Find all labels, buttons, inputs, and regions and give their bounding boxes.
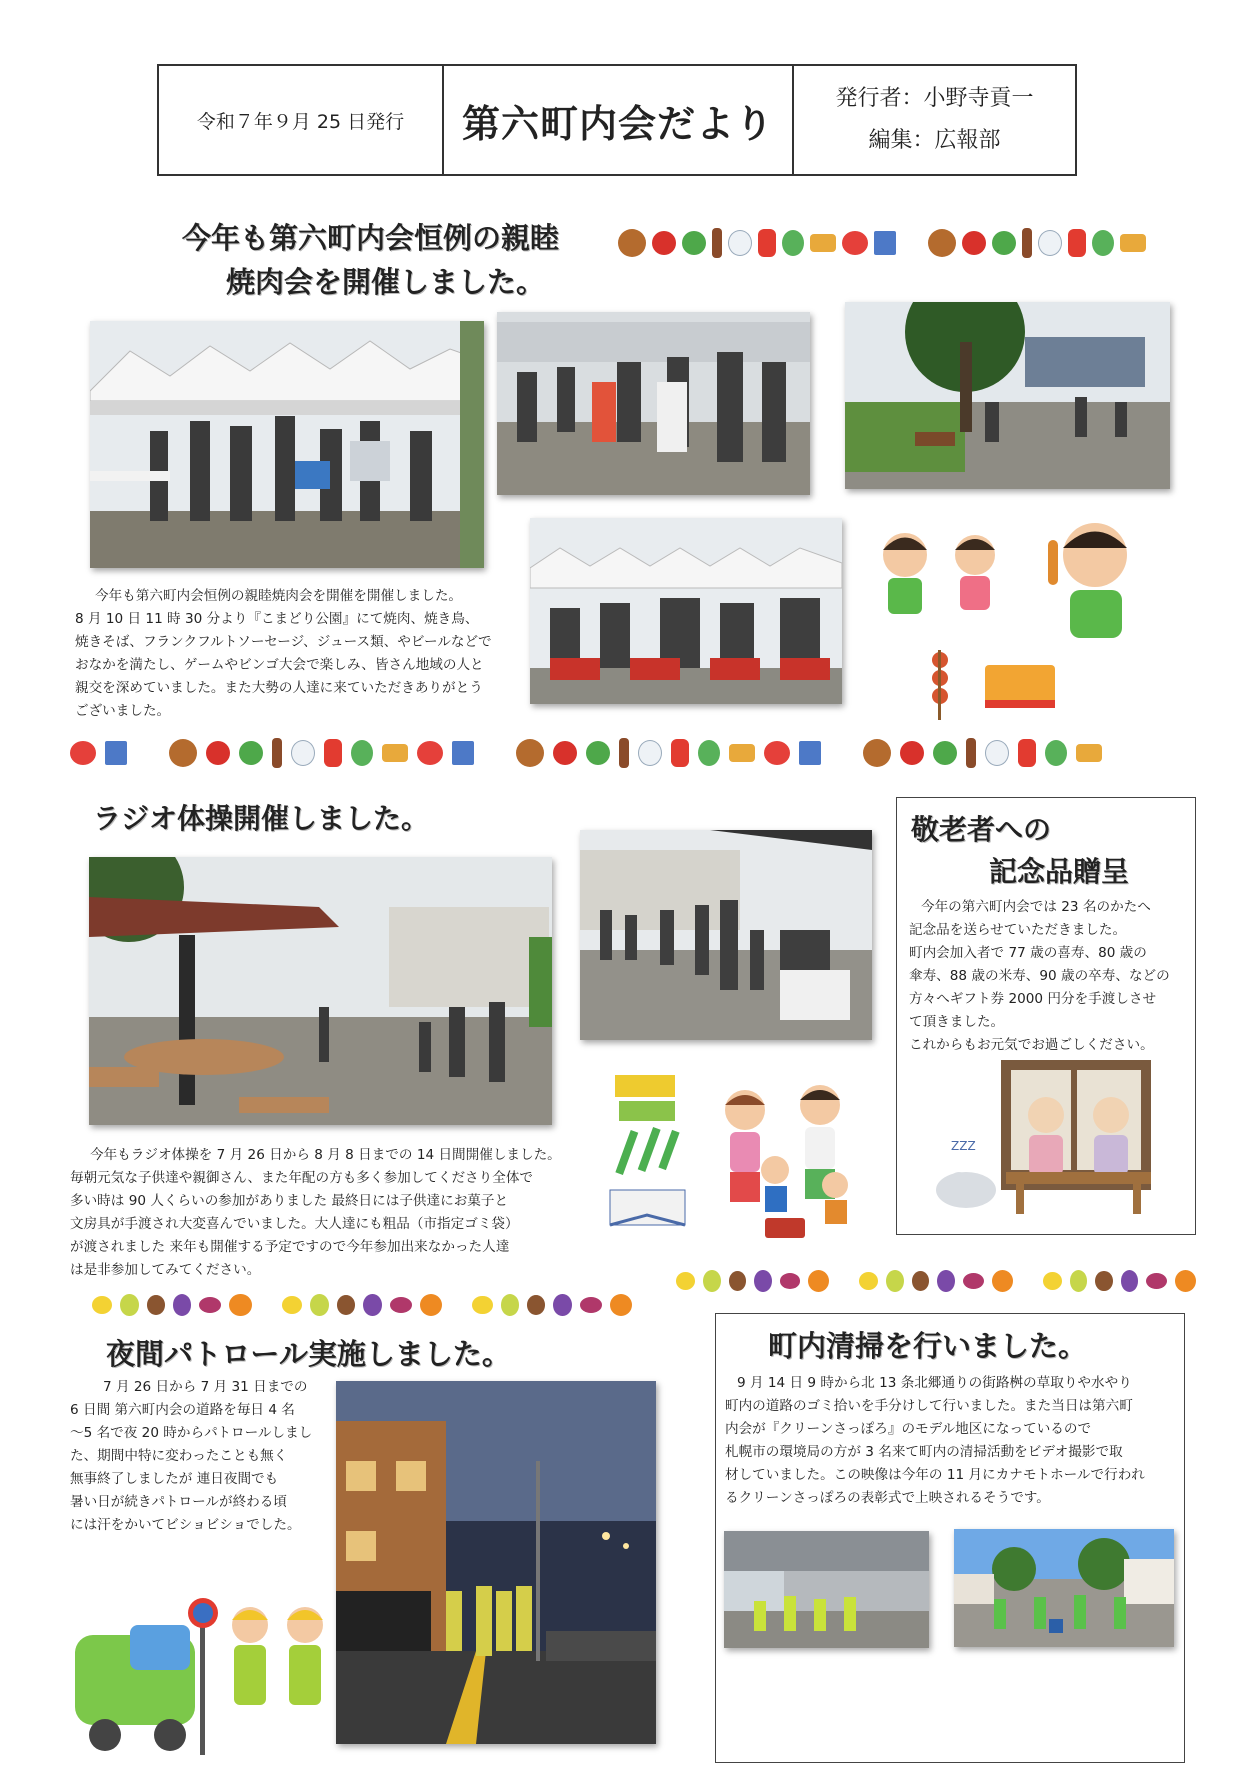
grape-icon <box>754 1270 771 1292</box>
sweet-potato-icon <box>390 1297 412 1313</box>
persimmon-icon <box>610 1294 632 1316</box>
grape-icon <box>363 1294 381 1316</box>
radio-photo-exercise <box>580 830 872 1040</box>
elderly-text-line: 町内会加入者で 77 歳の喜寿、80 歳の <box>909 945 1147 961</box>
cleanup-photo-underpass <box>724 1531 929 1648</box>
bbq-heading-line2: 焼肉会を開催しました。 <box>226 265 546 299</box>
persimmon-icon <box>1175 1270 1196 1292</box>
pear-icon <box>886 1270 903 1292</box>
chestnut-icon <box>527 1295 545 1315</box>
lettuce-icon <box>933 741 957 765</box>
bbq-text-line: 今年も第六町内会恒例の親睦焼肉会を開催を開催しました。 <box>95 588 463 604</box>
cleanup-text-line: 材していました。この映像は今年の 11 月にカナモトホールで行われ <box>725 1467 1145 1483</box>
radio-text-line: 多い時は 90 人くらいの参加がありました 最終日には子供達にお菓子と <box>70 1193 509 1209</box>
lemon-icon <box>92 1296 112 1314</box>
patrol-text <box>70 1376 335 1537</box>
patrol-text-line: 無事終了しましたが 連日夜間でも <box>70 1471 279 1487</box>
cleanup-text-line: 内会が『クリーンさっぽろ』のモデル地区になっているので <box>725 1421 1092 1437</box>
food-strip-middle <box>70 738 1180 768</box>
patrol-text-line: 6 日間 第六町内会の道路を毎日 4 名 <box>70 1402 295 1418</box>
chestnut-icon <box>337 1295 355 1315</box>
ice-flag-icon <box>799 741 821 765</box>
skewer-icon <box>712 228 722 258</box>
patrol-text-line: ～5 名で夜 20 時からパトロールしまし <box>70 1425 313 1441</box>
fan-icon <box>842 231 868 255</box>
radio-heading: ラジオ体操開催しました。 <box>93 802 430 835</box>
mask-icon <box>291 740 315 766</box>
pear-icon <box>310 1294 328 1316</box>
elderly-text-line: て頂きました。 <box>909 1014 1005 1030</box>
fan-icon <box>70 741 96 765</box>
mask-icon <box>638 740 662 766</box>
elderly-couple-illustration <box>921 1060 1181 1225</box>
apple-candy-icon <box>900 741 924 765</box>
mask-icon <box>985 740 1009 766</box>
castella-icon <box>729 744 755 762</box>
chestnut-icon <box>912 1271 929 1291</box>
radio-text-line: が渡されました 来年も開催する予定ですので今年参加出来なかった人達 <box>70 1239 510 1255</box>
ice-flag-icon <box>452 741 474 765</box>
apple-candy-icon <box>652 231 676 255</box>
patrol-text-line: 7 月 26 日から 7 月 31 日までの <box>103 1379 308 1395</box>
elderly-text-line: 記念品を送らせていただきました。 <box>909 922 1127 938</box>
lettuce-icon <box>682 231 706 255</box>
takoyaki-icon <box>618 229 646 257</box>
newsletter-title: 第六町内会だより <box>444 66 794 174</box>
lemon-icon <box>472 1296 492 1314</box>
bbq-text-line: 親交を深めていました。また大勢の人達に来ていただきありがとう <box>75 680 483 696</box>
apple-candy-icon <box>553 741 577 765</box>
lemon-icon <box>1043 1272 1062 1290</box>
lantern-icon <box>758 229 776 257</box>
ice-flag-icon <box>105 741 127 765</box>
elderly-text <box>909 896 1194 1057</box>
balloon-icon <box>1092 230 1114 256</box>
patrol-text-line: た、期間中特に変わったことも無く <box>70 1448 288 1464</box>
radio-text-line: 文房具が手渡され大変喜んでいました。大人達にも粗品（市指定ゴミ袋） <box>70 1216 519 1232</box>
grape-icon <box>1121 1270 1138 1292</box>
sweet-potato-icon <box>580 1297 602 1313</box>
lantern-icon <box>671 739 689 767</box>
castella-icon <box>810 234 836 252</box>
radio-text <box>70 1144 590 1282</box>
patrol-text-line: には汗をかいてビショビショでした。 <box>70 1517 301 1533</box>
elderly-text-line: 方々へギフト券 2000 円分を手渡しさせ <box>909 991 1157 1007</box>
persimmon-icon <box>992 1270 1013 1292</box>
grape-icon <box>173 1294 191 1316</box>
takoyaki-icon <box>516 739 544 767</box>
apple-candy-icon <box>962 231 986 255</box>
sweet-potato-icon <box>199 1297 221 1313</box>
editor: 編集：広報部 <box>868 128 1001 153</box>
bbq-photo-seating <box>530 518 842 704</box>
publisher: 発行者：小野寺貢一 <box>835 86 1034 111</box>
skewer-icon <box>272 738 282 768</box>
fruit-strip-left <box>92 1294 632 1316</box>
fan-icon <box>764 741 790 765</box>
cleanup-text <box>725 1372 1185 1510</box>
bbq-heading-line1: 今年も第六町内会恒例の親睦 <box>182 221 560 255</box>
elderly-heading-line1: 敬老者への <box>911 813 1052 846</box>
bbq-heading <box>182 216 559 304</box>
patrol-text-line: 暑い日が続きパトロールが終わる頃 <box>70 1494 287 1510</box>
lemon-icon <box>859 1272 878 1290</box>
lettuce-icon <box>586 741 610 765</box>
chestnut-icon <box>147 1295 165 1315</box>
takoyaki-icon <box>928 229 956 257</box>
castella-icon <box>382 744 408 762</box>
elderly-heading-line2: 記念品贈呈 <box>989 855 1130 888</box>
persimmon-icon <box>808 1270 829 1292</box>
bbq-text-line: 8 月 10 日 11 時 30 分より『こまどり公園』にて焼肉、焼き鳥、 <box>75 611 479 627</box>
takoyaki-icon <box>863 739 891 767</box>
bbq-text-line: 焼きそば、フランクフルトソーセージ、ジュース類、やビールなどで <box>75 634 492 650</box>
balloon-icon <box>782 230 804 256</box>
lemon-icon <box>676 1272 695 1290</box>
elderly-text-line: これからもお元気でお過ごしください。 <box>909 1037 1154 1053</box>
cleanup-heading: 町内清掃を行いました。 <box>768 1329 1088 1363</box>
patrol-illustration <box>70 1595 335 1765</box>
lantern-icon <box>1068 229 1086 257</box>
masthead <box>157 64 1077 176</box>
sweet-potato-icon <box>963 1273 984 1289</box>
exercise-family-illustration <box>705 1080 870 1240</box>
sweet-potato-icon <box>1146 1273 1167 1289</box>
radio-text-line: 今年もラジオ体操を 7 月 26 日から 8 月 8 日までの 14 日間開催しました。 <box>90 1147 561 1163</box>
fan-icon <box>417 741 443 765</box>
kids-illustration <box>870 510 1180 720</box>
cleanup-text-line: 町内の道路のゴミ拾いを手分けして行いました。また当日は第六町 <box>725 1398 1133 1414</box>
castella-icon <box>1076 744 1102 762</box>
balloon-icon <box>1045 740 1067 766</box>
castella-icon <box>1120 234 1146 252</box>
skewer-icon <box>1022 228 1032 258</box>
cleanup-text-line: 9 月 14 日 9 時から北 13 条北郷通りの街路桝の草取りや水やり <box>737 1375 1132 1391</box>
pear-icon <box>501 1294 519 1316</box>
radio-text-line: は是非参加してみてください。 <box>70 1262 261 1278</box>
bbq-text-line: おなかを満たし、ゲームやビンゴ大会で楽しみ、皆さん地域の人と <box>75 657 484 673</box>
issue-date: 令和７年９月 25 日発行 <box>159 66 444 174</box>
elderly-text-line: 今年の第六町内会では 23 名のかたへ <box>921 899 1151 915</box>
pear-icon <box>703 1270 720 1292</box>
elderly-box <box>896 797 1196 1235</box>
zzz-text: ZZZ <box>951 1139 976 1153</box>
ice-flag-icon <box>874 231 896 255</box>
lemon-icon <box>282 1296 302 1314</box>
food-strip-top <box>618 228 1188 258</box>
pear-icon <box>1070 1270 1087 1292</box>
persimmon-icon <box>229 1294 251 1316</box>
skewer-icon <box>966 738 976 768</box>
patrol-heading: 夜間パトロール実施しました。 <box>106 1337 511 1371</box>
balloon-icon <box>698 740 720 766</box>
elderly-text-line: 傘寿、88 歳の米寿、90 歳の卒寿、などの <box>909 968 1170 984</box>
bbq-text <box>75 585 525 723</box>
cleanup-text-line: るクリーンさっぽろの表彰式で上映されるそうです。 <box>725 1490 1050 1506</box>
chestnut-icon <box>1095 1271 1112 1291</box>
grape-icon <box>553 1294 571 1316</box>
bbq-photo-park <box>845 302 1170 489</box>
lantern-icon <box>324 739 342 767</box>
persimmon-icon <box>420 1294 442 1316</box>
skewer-icon <box>619 738 629 768</box>
bbq-photo-tent <box>90 321 484 568</box>
cleanup-text-line: 札幌市の環境局の方が 3 名来て町内の清掃活動をビデオ撮影で取 <box>725 1444 1123 1460</box>
lantern-icon <box>1018 739 1036 767</box>
radio-photo-gazebo <box>89 857 552 1125</box>
stationery-illustration <box>605 1065 695 1230</box>
fruit-strip-right <box>676 1270 1196 1292</box>
mask-icon <box>1038 230 1062 256</box>
bbq-photo-crowd <box>497 312 810 495</box>
takoyaki-icon <box>169 739 197 767</box>
mask-icon <box>728 230 752 256</box>
lettuce-icon <box>992 231 1016 255</box>
patrol-photo-night <box>336 1381 656 1744</box>
cleanup-photo-street <box>954 1529 1174 1647</box>
radio-text-line: 毎朝元気な子供達や親御さん、また年配の方も多く参加してくださり全体で <box>70 1170 534 1186</box>
chestnut-icon <box>729 1271 746 1291</box>
grape-icon <box>937 1270 954 1292</box>
bbq-text-line: ございました。 <box>75 703 171 719</box>
sweet-potato-icon <box>780 1273 801 1289</box>
pear-icon <box>120 1294 138 1316</box>
balloon-icon <box>351 740 373 766</box>
apple-candy-icon <box>206 741 230 765</box>
lettuce-icon <box>239 741 263 765</box>
masthead-credits <box>794 66 1075 174</box>
